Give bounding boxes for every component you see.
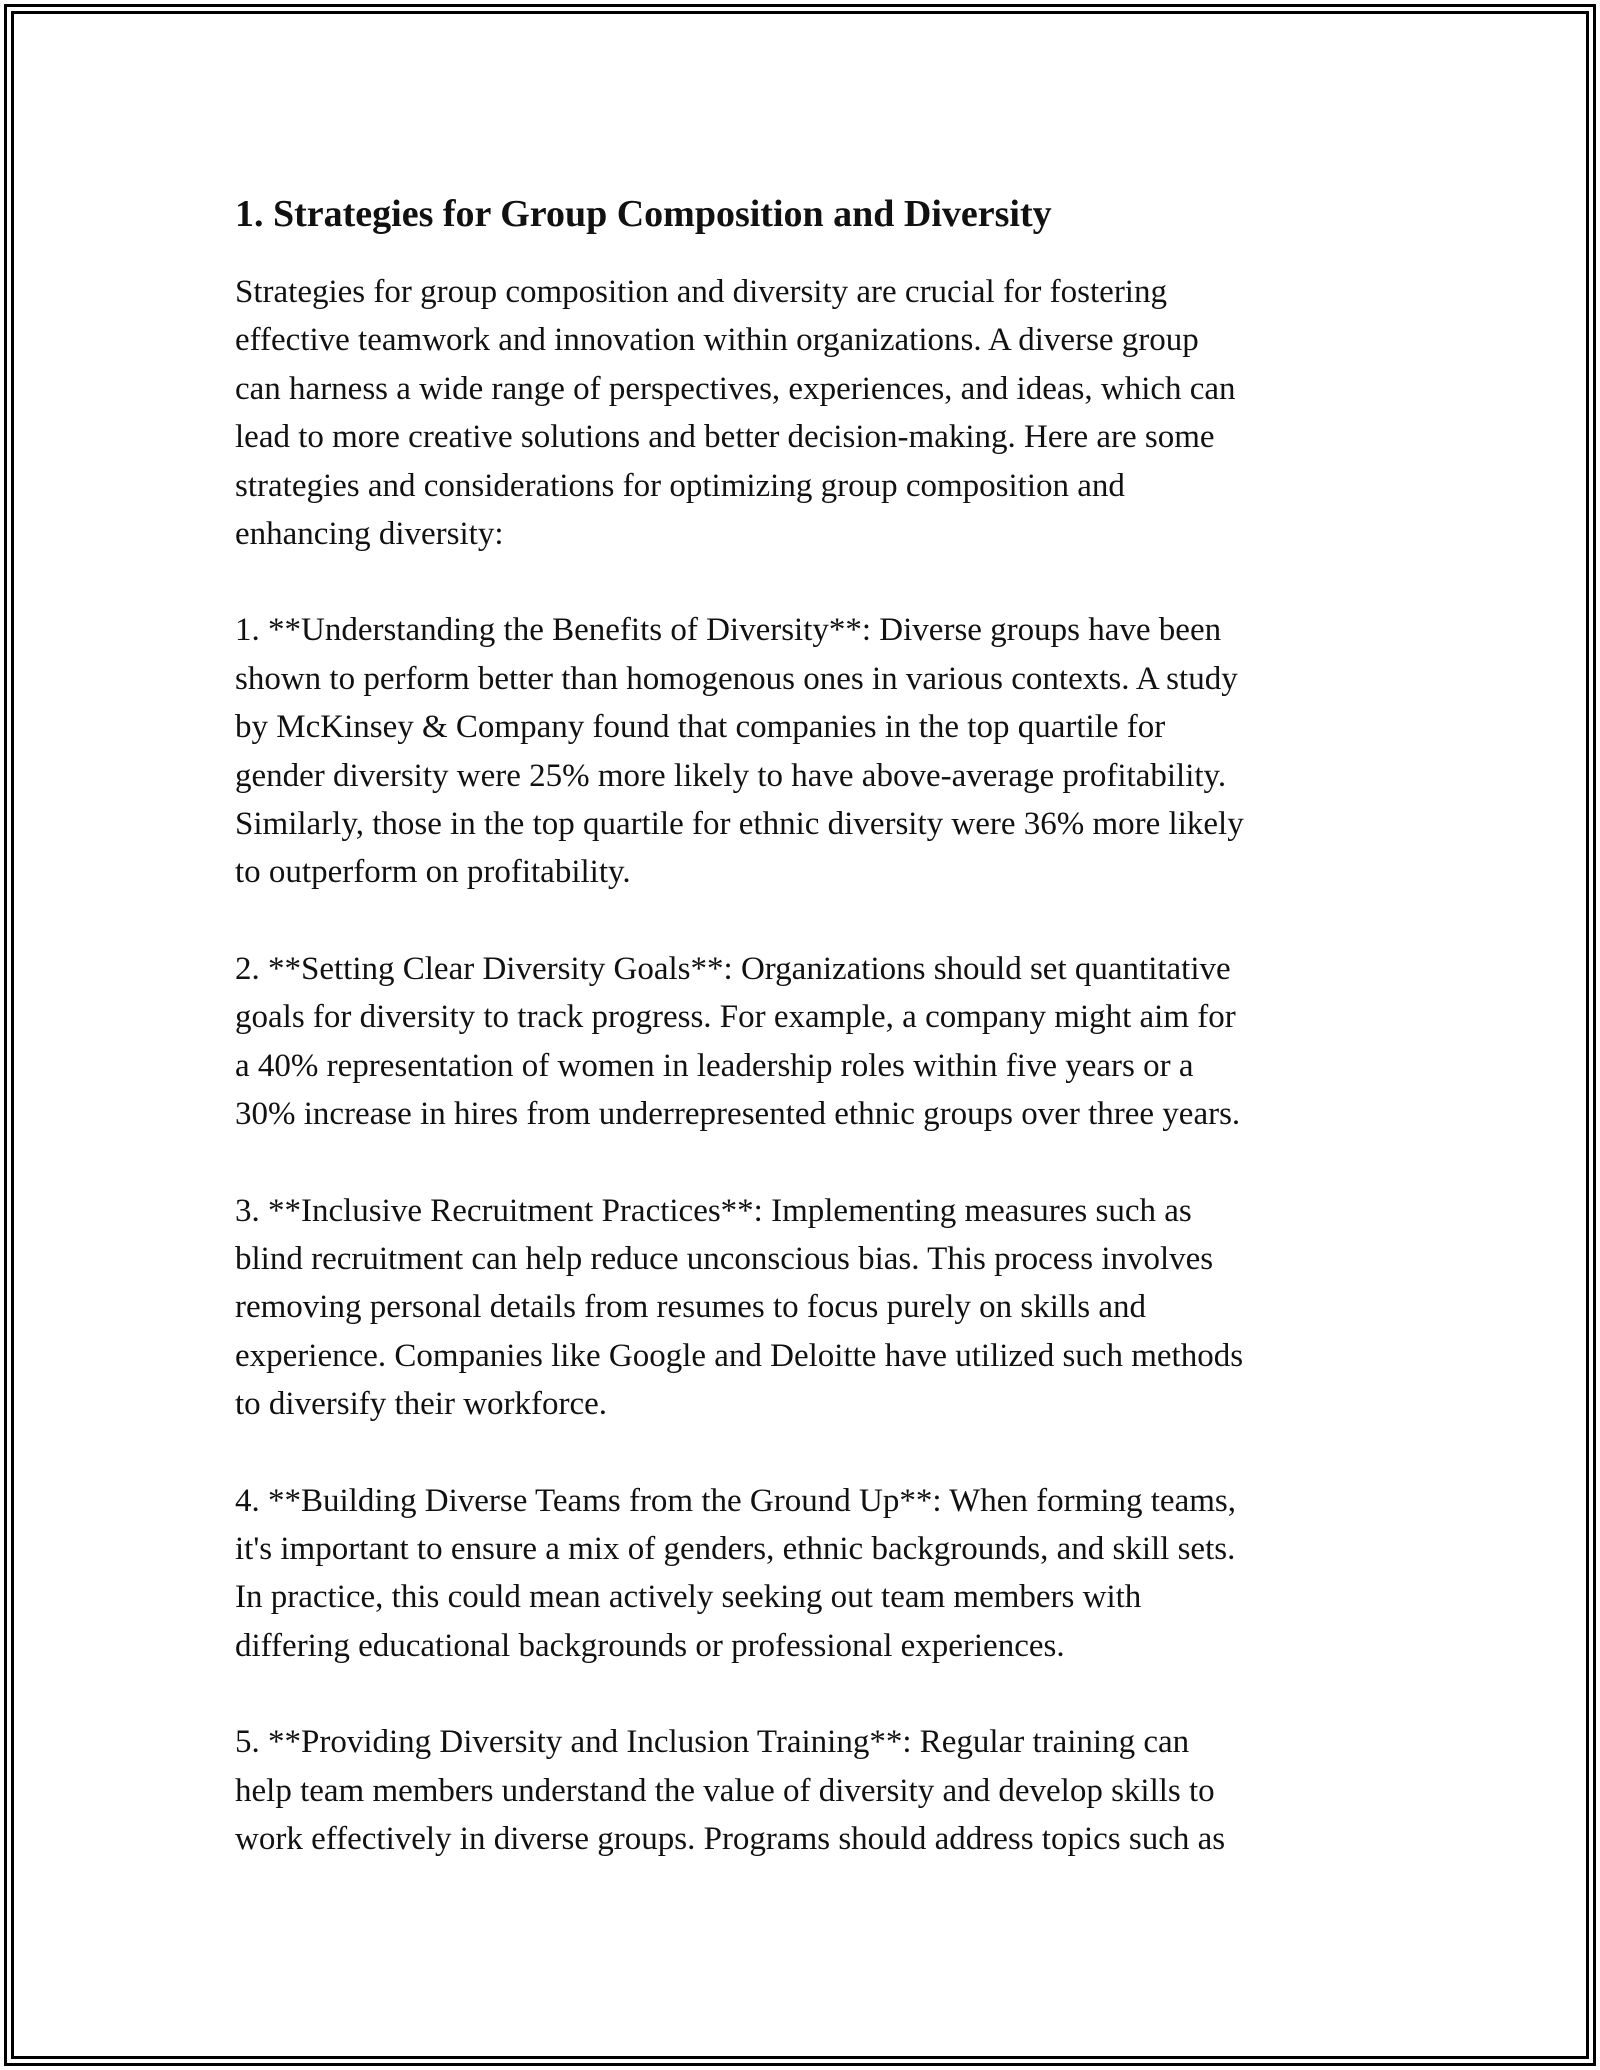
text-line: a 40% representation of women in leadership roles within five years or a [235, 1047, 1194, 1084]
text-line: Similarly, those in the top quartile for ethnic diversity were 36% more likely [235, 806, 1244, 843]
text-line: experience. Companies like Google and Deloitte have utilized such methods [235, 1337, 1244, 1374]
document-body [235, 186, 1375, 1911]
text-line: strategies and considerations for optimizing group composition and [235, 467, 1125, 504]
text-line: it's important to ensure a mix of genders, ethnic backgrounds, and skill sets. [235, 1530, 1236, 1567]
text-line: goals for diversity to track progress. For example, a company might aim for [235, 999, 1236, 1036]
text-line: enhancing diversity: [235, 516, 504, 553]
text-line: work effectively in diverse groups. Programs should address topics such as [235, 1820, 1226, 1857]
text-line: differing educational backgrounds or professional experiences. [235, 1627, 1065, 1664]
text-line: blind recruitment can help reduce unconscious bias. This process involves [235, 1240, 1214, 1277]
text-line: effective teamwork and innovation within organizations. A diverse group [235, 322, 1199, 359]
text-line: to outperform on profitability. [235, 854, 631, 891]
text-line: 2. **Setting Clear Diversity Goals**: Organizations should set quantitative [235, 950, 1231, 987]
list-item-benefits-of-diversity [235, 606, 1375, 896]
text-line: by McKinsey & Company found that companies in the top quartile for [235, 709, 1166, 746]
list-item-diverse-teams [235, 1477, 1375, 1671]
text-line: 5. **Providing Diversity and Inclusion Training**: Regular training can [235, 1724, 1190, 1761]
section-heading: 1. Strategies for Group Composition and Diversity [235, 193, 1052, 235]
text-line: 30% increase in hires from underrepresented ethnic groups over three years. [235, 1096, 1241, 1133]
text-line: 4. **Building Diverse Teams from the Ground Up**: When forming teams, [235, 1482, 1236, 1519]
text-line: gender diversity were 25% more likely to have above-average profitability. [235, 757, 1227, 794]
text-line: removing personal details from resumes to focus purely on skills and [235, 1289, 1146, 1326]
text-line: help team members understand the value of diversity and develop skills to [235, 1772, 1215, 1809]
list-item-diversity-goals [235, 945, 1375, 1139]
text-line: 3. **Inclusive Recruitment Practices**: Implementing measures such as [235, 1192, 1192, 1229]
list-item-inclusion-training [235, 1718, 1375, 1863]
text-line: to diversify their workforce. [235, 1386, 608, 1423]
text-line: lead to more creative solutions and better decision-making. Here are some [235, 419, 1215, 456]
intro-paragraph [235, 268, 1375, 558]
list-item-inclusive-recruitment [235, 1187, 1375, 1429]
text-line: In practice, this could mean actively seeking out team members with [235, 1579, 1142, 1616]
text-line: shown to perform better than homogenous ones in various contexts. A study [235, 660, 1238, 697]
text-line: can harness a wide range of perspectives, experiences, and ideas, which can [235, 370, 1236, 407]
text-line: 1. **Understanding the Benefits of Diversity**: Diverse groups have been [235, 612, 1222, 649]
text-line: Strategies for group composition and diversity are crucial for fostering [235, 274, 1167, 310]
